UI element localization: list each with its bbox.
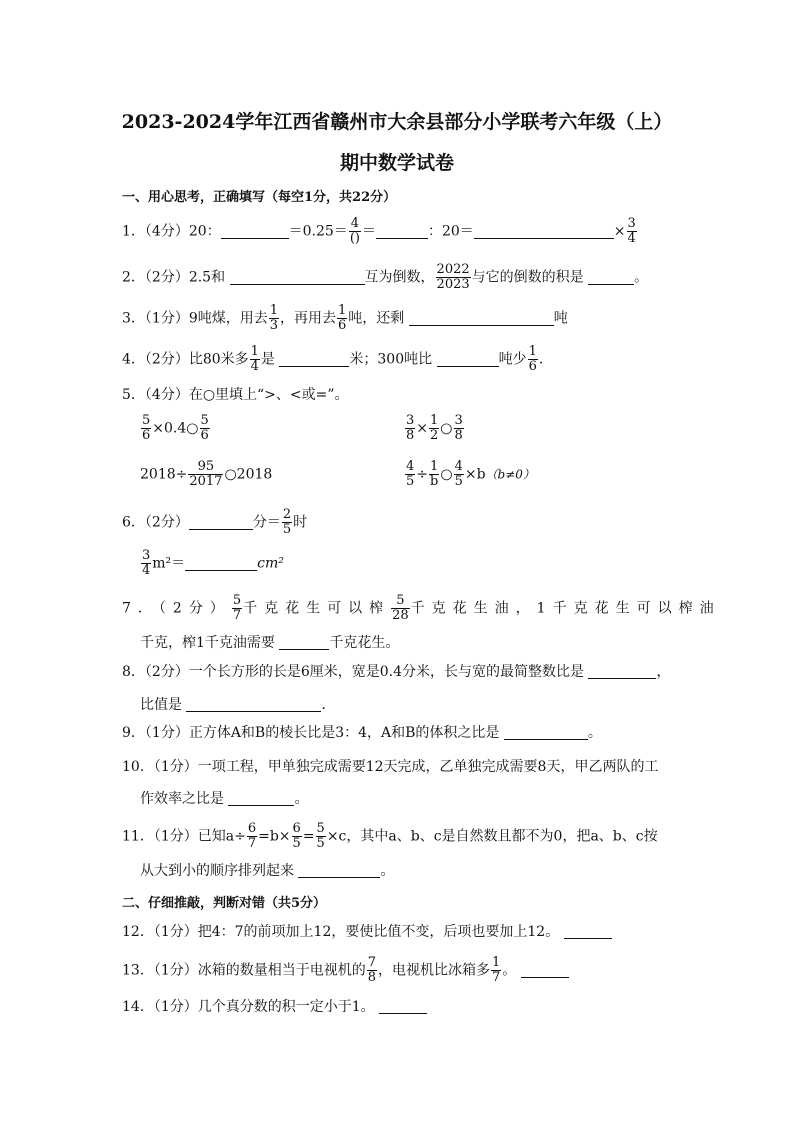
answer-blank[interactable] (221, 224, 289, 239)
fraction: $\frac{5}{5}$ (316, 821, 325, 851)
compare-item-4: $\frac{4}{5}$ ÷ $\frac{1}{b}$ ○ $\frac{4}{5}$ ×b（b≠0） (406, 459, 535, 489)
question-6-line-2: $\frac{3}{4}$ m²＝ cm² (142, 548, 284, 578)
fraction: $\frac{4}{5}$ (454, 459, 463, 489)
title-line-2: 期中数学试卷 (339, 152, 454, 174)
answer-blank[interactable] (564, 924, 612, 939)
question-11-line-2: 从大到小的顺序排列起来 。 (140, 863, 395, 879)
fraction: $\frac{1}{3}$ (269, 303, 279, 333)
fraction: $\frac{6}{5}$ (292, 821, 301, 851)
fraction: $\frac{1}{6}$ (338, 303, 347, 333)
fraction: $\frac{7}{8}$ (367, 955, 377, 985)
compare-item-3: 2018÷ $\frac{95}{2017}$ ○2018 (140, 459, 273, 489)
question-10-line-2: 作效率之比是 。 (140, 791, 309, 807)
fraction: $\frac{1}{b}$ (430, 459, 439, 489)
fraction: $\frac{1}{2}$ (430, 413, 439, 443)
fraction: $\frac{1}{4}$ (250, 344, 259, 374)
answer-blank[interactable] (521, 963, 569, 978)
fraction: $\frac{5}{28}$ (392, 593, 409, 623)
answer-blank[interactable] (474, 224, 614, 239)
compare-item-1: $\frac{5}{6}$ ×0.4○ $\frac{5}{6}$ (142, 413, 209, 443)
answer-blank[interactable] (298, 863, 380, 878)
fraction: $\frac{3}{8}$ (406, 413, 415, 443)
question-12: 12．（1分）把4：7的前项加上12，要使比值不变，后项也要加上12。 (122, 922, 612, 942)
fraction: $\frac{95}{2017}$ (189, 459, 223, 489)
question-6: 6．（2分） 分＝ $\frac{2}{5}$ 时 (122, 507, 308, 537)
question-11: 11．（1分）已知a÷ $\frac{6}{7}$ =b× $\frac{6}{5}$ = $\frac{5}{5}$ ×c，其中a、b、c是自然数且都不为0，把a、b、c按 (122, 821, 658, 851)
answer-blank[interactable] (588, 664, 656, 679)
answer-blank[interactable] (189, 515, 253, 530)
fraction: $\frac{5}{7}$ (232, 593, 242, 623)
fraction: $\frac{5}{6}$ (142, 413, 151, 443)
question-8: 8．（2分）一个长方形的长是6厘米，宽是0.4分米，长与宽的最简整数比是 ， (122, 664, 671, 680)
fraction: $\frac{4}{5}$ (406, 459, 415, 489)
answer-blank[interactable] (186, 697, 321, 712)
fraction: $\frac{6}{7}$ (247, 821, 257, 851)
fraction: $\frac{3}{4}$ (142, 548, 151, 578)
answer-blank[interactable] (279, 635, 329, 650)
question-7: 7．（2分） $\frac{5}{7}$ 千克花生可以榨 $\frac{5}{28}$ 千克花生油，1千克花生可以榨油 (122, 593, 721, 623)
section-1-heading: 一、用心思考，正确填写（每空1分，共22分） (122, 190, 397, 205)
question-10: 10．（1分）一项工程，甲单独完成需要12天完成，乙单独完成需要8天，甲乙两队的工 (122, 759, 659, 775)
answer-blank[interactable] (185, 556, 257, 571)
section-2-heading: 二、仔细推敲，判断对错（共5分） (122, 896, 327, 911)
question-9: 9．（1分）正方体A和B的棱长比是3：4，A和B的体积之比是 。 (122, 725, 602, 741)
answer-blank[interactable] (379, 999, 427, 1014)
fraction: $\frac{1}{6}$ (528, 344, 537, 374)
question-4: 4．（2分）比80米多 $\frac{1}{4}$ 是 米；300吨比 吨少 $\frac{1}{6}$ . (122, 344, 544, 374)
title-line-1: 2023-2024学年江西省赣州市大余县部分小学联考六年级（上） (121, 111, 673, 133)
question-5: 5．（4分）在○里填上“>、<或=”。 (122, 387, 349, 403)
answer-blank[interactable] (228, 791, 294, 806)
answer-blank[interactable] (279, 352, 349, 367)
question-14: 14．（1分）几个真分数的积一定小于1。 (122, 997, 427, 1017)
question-13: 13．（1分）冰箱的数量相当于电视机的 $\frac{7}{8}$ ，电视机比冰箱多 $\frac{1}{7}$ 。 (122, 956, 569, 985)
fraction: $\frac{2}{5}$ (282, 507, 292, 537)
answer-blank[interactable] (409, 311, 554, 326)
question-3: 3．（1分）9吨煤，用去 $\frac{1}{3}$ ，再用去 $\frac{1}{6}$ 吨，还剩 吨 (122, 303, 568, 333)
answer-blank[interactable] (588, 270, 634, 285)
fraction: $\frac{3}{8}$ (454, 413, 463, 443)
compare-item-2: $\frac{3}{8}$ × $\frac{1}{2}$ ○ $\frac{3}{8}$ (406, 413, 463, 443)
question-8-line-2: 比值是 . (140, 697, 326, 713)
fraction: 4 () (349, 216, 360, 246)
fraction: $\frac{2022}{2023}$ (436, 262, 470, 292)
fraction: $\frac{5}{6}$ (200, 413, 209, 443)
answer-blank[interactable] (230, 270, 365, 285)
question-1: 1．（4分）20： ＝0.25＝ 4 () ＝ ：20＝ × $\frac{3}{4}$ (122, 216, 636, 246)
answer-blank[interactable] (437, 352, 499, 367)
question-7-line-2: 千克，榨1千克油需要 千克花生。 (140, 635, 400, 651)
fraction: $\frac{3}{4}$ (627, 216, 636, 246)
fraction: $\frac{1}{7}$ (492, 955, 501, 985)
answer-blank[interactable] (504, 725, 588, 740)
answer-blank[interactable] (376, 224, 428, 239)
question-2: 2．（2分）2.5和 互为倒数， $\frac{2022}{2023}$ 与它的倒数的积是 。 (122, 262, 649, 292)
